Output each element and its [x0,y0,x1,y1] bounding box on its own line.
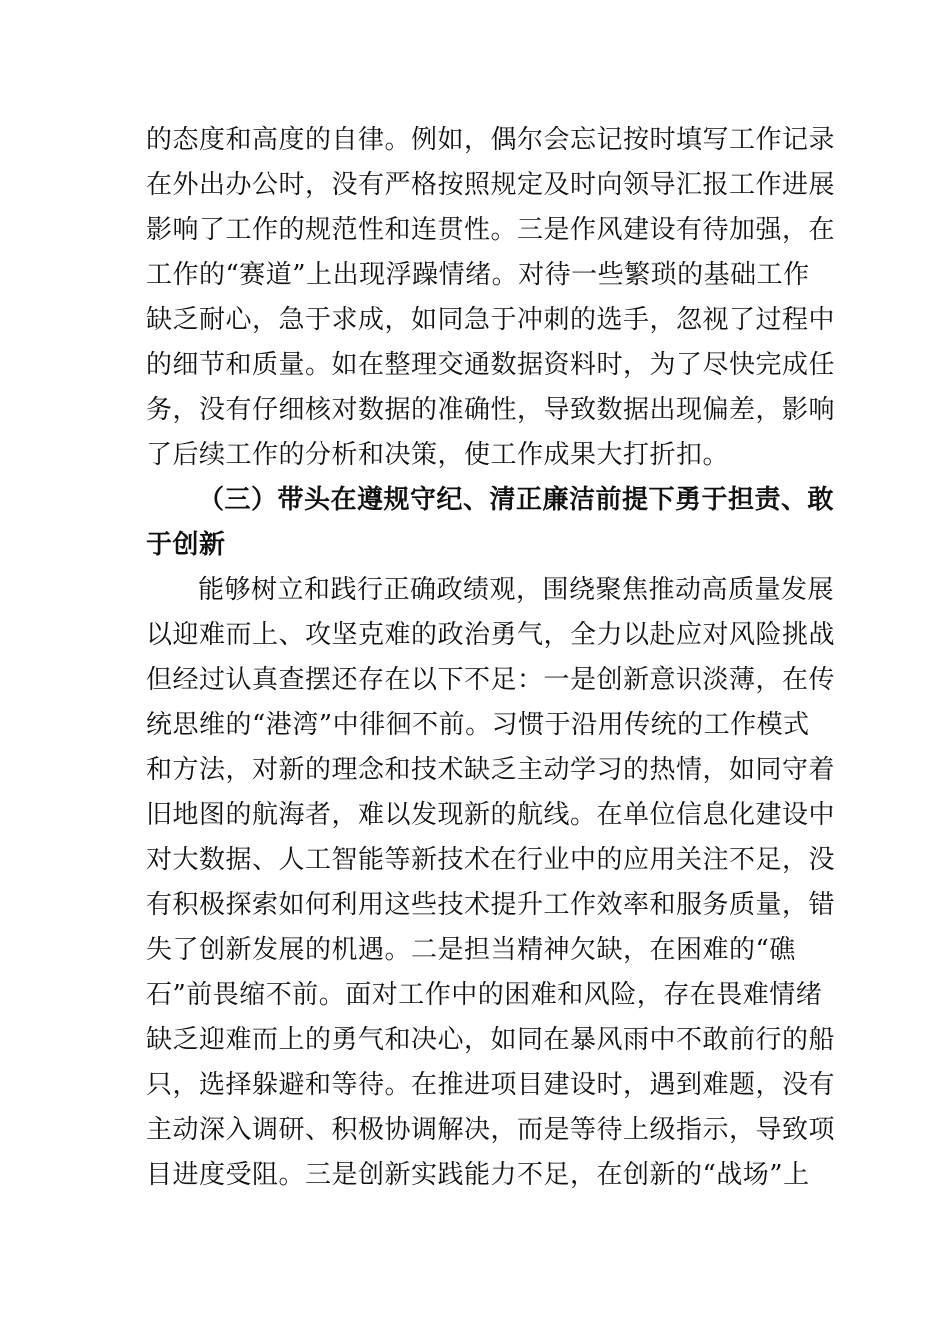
text-line: 和方法，对新的理念和技术缺乏主动学习的热情，如同守着 [146,755,836,785]
text-line: 目进度受阻。三是创新实践能力不足，在创新的“战场”上 [146,1160,810,1190]
text-line: 失了创新发展的机遇。二是担当精神欠缺，在困难的“礁 [146,935,796,965]
text-line: 只，选择躲避和等待。在推进项目建设时，遇到难题，没有 [146,1070,836,1100]
text-line: 但经过认真查摆还存在以下不足：一是创新意识淡薄，在传 [146,665,836,695]
section-heading-continued: 于创新 [146,530,226,560]
text-line: 务，没有仔细核对数据的准确性，导致数据出现偏差，影响 [146,395,836,425]
text-line: 缺乏耐心，急于求成，如同急于冲刺的选手，忽视了过程中 [146,305,836,335]
text-line: 缺乏迎难而上的勇气和决心，如同在暴风雨中不敢前行的船 [146,1025,836,1055]
text-line: 的细节和质量。如在整理交通数据资料时，为了尽快完成任 [146,350,836,380]
text-line: 石”前畏缩不前。面对工作中的困难和风险，存在畏难情绪 [146,980,823,1010]
text-line: 有积极探索如何利用这些技术提升工作效率和服务质量，错 [146,890,836,920]
text-line: 对大数据、人工智能等新技术在行业中的应用关注不足，没 [146,845,836,875]
text-line: 影响了工作的规范性和连贯性。三是作风建设有待加强，在 [146,215,836,245]
text-line: 以迎难而上、攻坚克难的政治勇气，全力以赴应对风险挑战 [146,620,836,650]
paragraph-first-line: 能够树立和践行正确政绩观，围绕聚焦推动高质量发展 [198,575,835,605]
text-line: 主动深入调研、积极协调解决，而是等待上级指示，导致项 [146,1115,836,1145]
text-line: 在外出办公时，没有严格按照规定及时向领导汇报工作进展 [146,170,836,200]
section-heading: （三）带头在遵规守纪、清正廉洁前提下勇于担责、敢 [198,485,835,515]
text-line: 旧地图的航海者，难以发现新的航线。在单位信息化建设中 [146,800,836,830]
text-line: 的态度和高度的自律。例如，偶尔会忘记按时填写工作记录 [146,125,836,155]
text-line: 统思维的“港湾”中徘徊不前。习惯于沿用传统的工作模式 [146,710,810,740]
text-line: 了后续工作的分析和决策，使工作成果大打折扣。 [146,440,730,470]
text-line: 工作的“赛道”上出现浮躁情绪。对待一些繁琐的基础工作 [146,260,810,290]
